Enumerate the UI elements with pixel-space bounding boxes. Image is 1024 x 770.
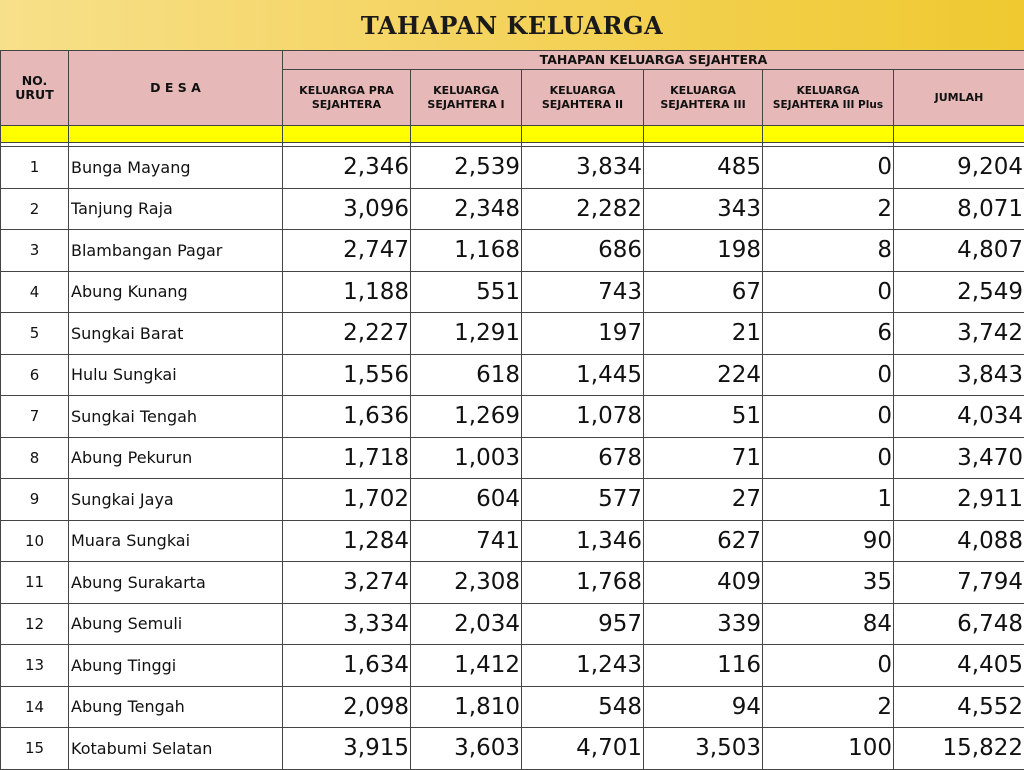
header-no-urut: NO. URUT (1, 51, 69, 126)
cell-sejahtera-2: 686 (522, 230, 644, 272)
cell-pra-sejahtera: 3,334 (283, 603, 411, 645)
cell-sejahtera-2: 743 (522, 271, 644, 313)
cell-sejahtera-2: 1,768 (522, 562, 644, 604)
cell-sejahtera-3: 485 (644, 147, 763, 189)
cell-desa: Sungkai Jaya (69, 479, 283, 521)
cell-sejahtera-1: 2,348 (411, 188, 522, 230)
cell-sejahtera-3: 339 (644, 603, 763, 645)
cell-jumlah: 3,843 (894, 354, 1024, 396)
header-row-group (1, 51, 1024, 70)
cell-sejahtera-3-plus: 1 (763, 479, 894, 521)
cell-no-urut: 3 (1, 230, 69, 272)
cell-pra-sejahtera: 1,188 (283, 271, 411, 313)
cell-no-urut: 1 (1, 147, 69, 189)
cell-jumlah: 4,034 (894, 396, 1024, 438)
cell-sejahtera-2: 1,445 (522, 354, 644, 396)
cell-desa: Abung Kunang (69, 271, 283, 313)
cell-desa: Sungkai Barat (69, 313, 283, 355)
cell-sejahtera-1: 741 (411, 520, 522, 562)
cell-no-urut: 2 (1, 188, 69, 230)
cell-sejahtera-2: 197 (522, 313, 644, 355)
cell-sejahtera-3-plus: 0 (763, 645, 894, 687)
cell-desa: Blambangan Pagar (69, 230, 283, 272)
cell-no-urut: 9 (1, 479, 69, 521)
cell-pra-sejahtera: 3,274 (283, 562, 411, 604)
cell-sejahtera-1: 1,291 (411, 313, 522, 355)
cell-no-urut: 4 (1, 271, 69, 313)
cell-desa: Bunga Mayang (69, 147, 283, 189)
cell-sejahtera-3: 94 (644, 686, 763, 728)
cell-sejahtera-3-plus: 35 (763, 562, 894, 604)
cell-no-urut: 12 (1, 603, 69, 645)
cell-sejahtera-3-plus: 100 (763, 728, 894, 770)
cell-jumlah: 4,807 (894, 230, 1024, 272)
cell-sejahtera-3-plus: 2 (763, 188, 894, 230)
cell-sejahtera-2: 3,834 (522, 147, 644, 189)
header-col-sejahtera-3: KELUARGA SEJAHTERA III (644, 70, 763, 126)
page-title: TAHAPAN KELUARGA (361, 11, 663, 40)
table-row (1, 147, 1024, 189)
table-row (1, 313, 1024, 355)
cell-no-urut: 11 (1, 562, 69, 604)
table-row (1, 603, 1024, 645)
cell-sejahtera-3: 224 (644, 354, 763, 396)
cell-sejahtera-3: 71 (644, 437, 763, 479)
cell-desa: Tanjung Raja (69, 188, 283, 230)
header-col-pra-sejahtera: KELUARGA PRA SEJAHTERA (283, 70, 411, 126)
header-desa: D E S A (69, 51, 283, 126)
table-row (1, 479, 1024, 521)
cell-jumlah: 4,552 (894, 686, 1024, 728)
cell-no-urut: 13 (1, 645, 69, 687)
cell-jumlah: 8,071 (894, 188, 1024, 230)
cell-sejahtera-3: 627 (644, 520, 763, 562)
cell-sejahtera-3-plus: 0 (763, 396, 894, 438)
cell-sejahtera-3-plus: 0 (763, 354, 894, 396)
cell-jumlah: 3,742 (894, 313, 1024, 355)
header-col-sejahtera-1: KELUARGA SEJAHTERA I (411, 70, 522, 126)
cell-sejahtera-1: 1,412 (411, 645, 522, 687)
cell-sejahtera-1: 604 (411, 479, 522, 521)
cell-sejahtera-1: 2,539 (411, 147, 522, 189)
cell-sejahtera-1: 551 (411, 271, 522, 313)
cell-pra-sejahtera: 2,227 (283, 313, 411, 355)
cell-sejahtera-3-plus: 84 (763, 603, 894, 645)
cell-sejahtera-2: 548 (522, 686, 644, 728)
cell-sejahtera-2: 957 (522, 603, 644, 645)
cell-pra-sejahtera: 2,747 (283, 230, 411, 272)
table-body (1, 126, 1024, 770)
cell-pra-sejahtera: 1,556 (283, 354, 411, 396)
cell-sejahtera-3-plus: 90 (763, 520, 894, 562)
cell-desa: Abung Tinggi (69, 645, 283, 687)
table-row (1, 271, 1024, 313)
cell-no-urut: 10 (1, 520, 69, 562)
table-row (1, 562, 1024, 604)
cell-sejahtera-2: 2,282 (522, 188, 644, 230)
cell-sejahtera-2: 1,078 (522, 396, 644, 438)
cell-desa: Hulu Sungkai (69, 354, 283, 396)
table-row (1, 520, 1024, 562)
cell-sejahtera-3: 67 (644, 271, 763, 313)
cell-sejahtera-1: 1,269 (411, 396, 522, 438)
highlight-row (1, 126, 1024, 143)
cell-desa: Abung Semuli (69, 603, 283, 645)
cell-sejahtera-3: 3,503 (644, 728, 763, 770)
table-row (1, 645, 1024, 687)
cell-pra-sejahtera: 3,096 (283, 188, 411, 230)
cell-no-urut: 15 (1, 728, 69, 770)
cell-pra-sejahtera: 1,636 (283, 396, 411, 438)
cell-jumlah: 3,470 (894, 437, 1024, 479)
cell-jumlah: 4,405 (894, 645, 1024, 687)
cell-desa: Abung Pekurun (69, 437, 283, 479)
cell-sejahtera-3-plus: 2 (763, 686, 894, 728)
cell-sejahtera-1: 1,003 (411, 437, 522, 479)
cell-jumlah: 4,088 (894, 520, 1024, 562)
cell-desa: Kotabumi Selatan (69, 728, 283, 770)
cell-jumlah: 2,549 (894, 271, 1024, 313)
cell-sejahtera-2: 1,243 (522, 645, 644, 687)
cell-pra-sejahtera: 2,346 (283, 147, 411, 189)
table-row (1, 686, 1024, 728)
family-stages-table (0, 50, 1024, 770)
header-col-sejahtera-2: KELUARGA SEJAHTERA II (522, 70, 644, 126)
cell-pra-sejahtera: 1,634 (283, 645, 411, 687)
cell-sejahtera-3: 343 (644, 188, 763, 230)
cell-sejahtera-2: 4,701 (522, 728, 644, 770)
cell-sejahtera-1: 618 (411, 354, 522, 396)
table-row (1, 188, 1024, 230)
cell-no-urut: 14 (1, 686, 69, 728)
title-bar (0, 0, 1024, 50)
cell-sejahtera-3-plus: 0 (763, 271, 894, 313)
cell-jumlah: 6,748 (894, 603, 1024, 645)
cell-sejahtera-1: 2,308 (411, 562, 522, 604)
cell-no-urut: 8 (1, 437, 69, 479)
cell-pra-sejahtera: 1,284 (283, 520, 411, 562)
cell-sejahtera-2: 1,346 (522, 520, 644, 562)
cell-pra-sejahtera: 3,915 (283, 728, 411, 770)
cell-pra-sejahtera: 2,098 (283, 686, 411, 728)
cell-sejahtera-1: 1,168 (411, 230, 522, 272)
header-col-sejahtera-3-plus: KELUARGA SEJAHTERA III Plus (763, 70, 894, 126)
cell-sejahtera-2: 678 (522, 437, 644, 479)
cell-sejahtera-3: 198 (644, 230, 763, 272)
cell-desa: Muara Sungkai (69, 520, 283, 562)
table-row (1, 728, 1024, 770)
cell-sejahtera-3: 51 (644, 396, 763, 438)
cell-desa: Abung Tengah (69, 686, 283, 728)
table-row (1, 354, 1024, 396)
cell-sejahtera-3-plus: 0 (763, 147, 894, 189)
cell-sejahtera-3: 409 (644, 562, 763, 604)
cell-sejahtera-3: 116 (644, 645, 763, 687)
cell-pra-sejahtera: 1,702 (283, 479, 411, 521)
cell-pra-sejahtera: 1,718 (283, 437, 411, 479)
cell-sejahtera-3: 21 (644, 313, 763, 355)
cell-jumlah: 2,911 (894, 479, 1024, 521)
cell-jumlah: 9,204 (894, 147, 1024, 189)
cell-sejahtera-3-plus: 6 (763, 313, 894, 355)
table-row (1, 437, 1024, 479)
cell-no-urut: 5 (1, 313, 69, 355)
cell-no-urut: 7 (1, 396, 69, 438)
cell-desa: Sungkai Tengah (69, 396, 283, 438)
cell-no-urut: 6 (1, 354, 69, 396)
cell-sejahtera-3-plus: 8 (763, 230, 894, 272)
cell-sejahtera-1: 1,810 (411, 686, 522, 728)
table-row (1, 396, 1024, 438)
table-row (1, 230, 1024, 272)
header-col-jumlah: JUMLAH (894, 70, 1024, 126)
cell-sejahtera-1: 2,034 (411, 603, 522, 645)
cell-sejahtera-3: 27 (644, 479, 763, 521)
cell-sejahtera-3-plus: 0 (763, 437, 894, 479)
cell-jumlah: 15,822 (894, 728, 1024, 770)
cell-sejahtera-1: 3,603 (411, 728, 522, 770)
cell-jumlah: 7,794 (894, 562, 1024, 604)
cell-sejahtera-2: 577 (522, 479, 644, 521)
cell-desa: Abung Surakarta (69, 562, 283, 604)
header-group: TAHAPAN KELUARGA SEJAHTERA (283, 51, 1024, 70)
